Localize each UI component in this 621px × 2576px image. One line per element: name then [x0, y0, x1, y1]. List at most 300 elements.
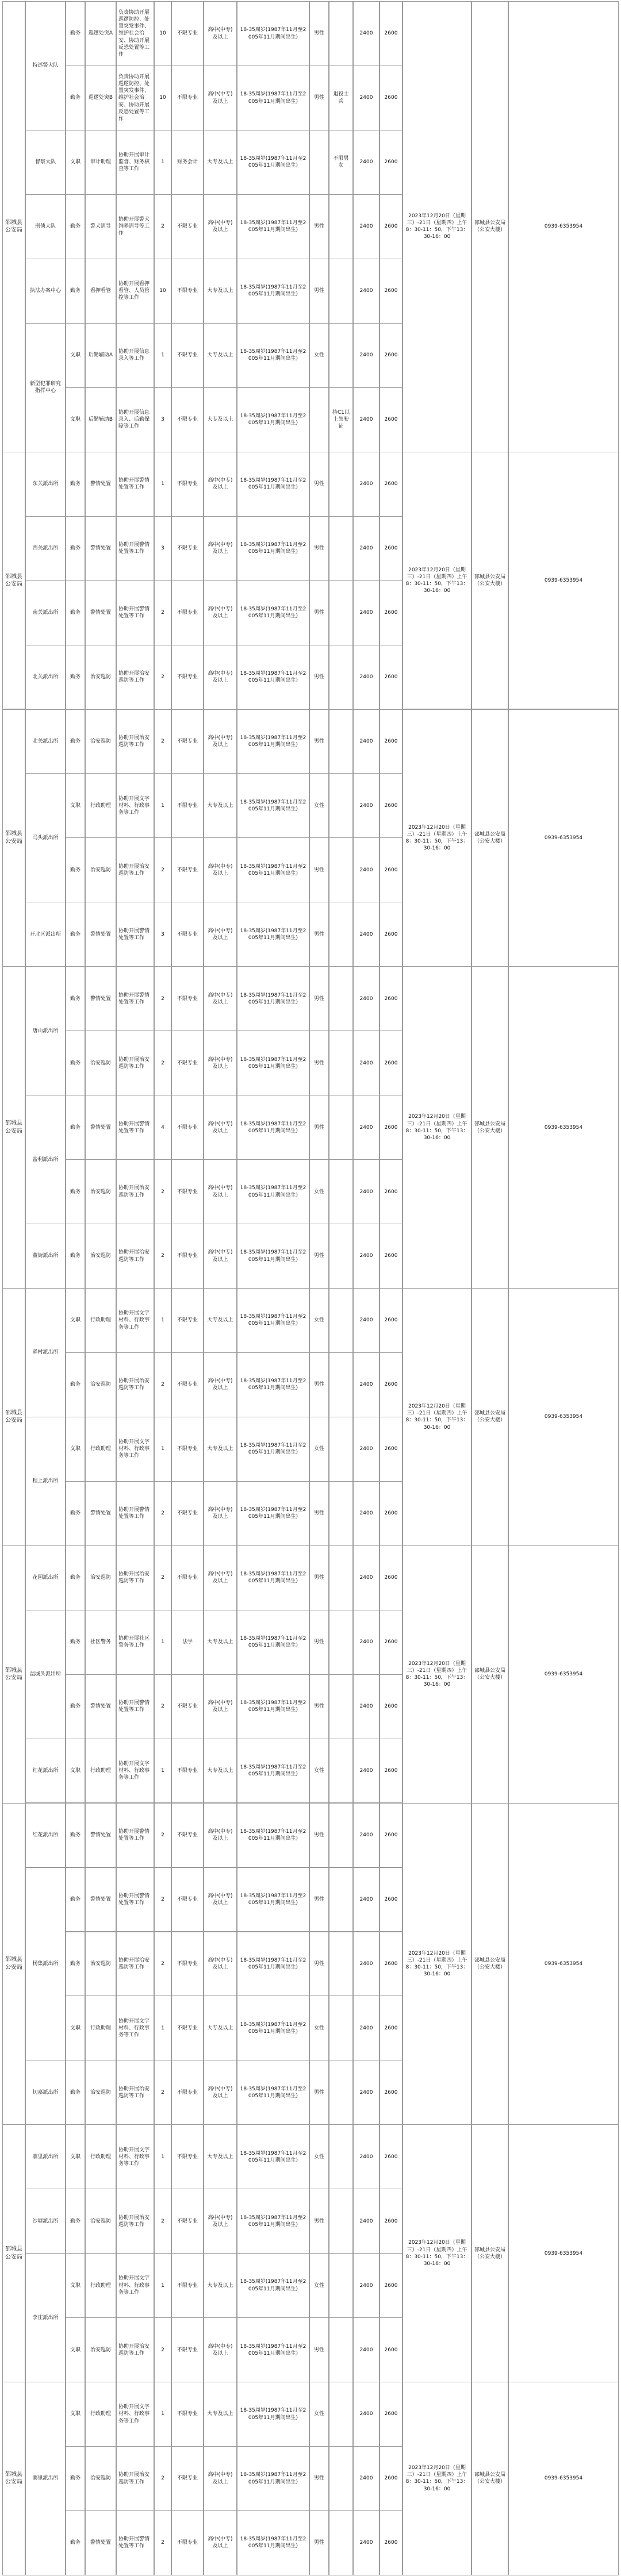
- duty-cell: 协助开展警情处置等工作: [116, 516, 154, 581]
- salary-cell: 2600: [379, 2253, 402, 2318]
- job-type-cell: 勤务: [66, 1481, 85, 1546]
- other-requirement-cell: [329, 1996, 353, 2060]
- education-cell: 高中(中专)及以上: [204, 2446, 237, 2511]
- unit-name-cell: 唐山派出所: [25, 966, 66, 1095]
- job-type-cell: 文职: [66, 2382, 85, 2447]
- post-name-cell: 治安巡防: [85, 2446, 116, 2511]
- education-cell: 大专及以上: [204, 1288, 237, 1353]
- other-requirement-cell: [329, 2253, 353, 2318]
- duty-cell: 协助开展警情处置等工作: [116, 1481, 154, 1546]
- headcount-cell: 3: [154, 516, 171, 581]
- duty-cell: 协助开展治安巡防等工作: [116, 2060, 154, 2125]
- headcount-cell: 1: [154, 1288, 171, 1353]
- salary-cell: 2400: [353, 837, 379, 902]
- job-type-cell: 勤务: [66, 1867, 85, 1932]
- registration-address-cell: 邵城县公安局（公安大楼）: [471, 452, 508, 710]
- salary-cell: 2600: [379, 2189, 402, 2254]
- major-cell: 不限专业: [171, 1095, 204, 1160]
- age-requirement-cell: 18-35周岁(1987年11月至2005年11月期间出生): [237, 645, 309, 710]
- age-requirement-cell: 18-35周岁(1987年11月至2005年11月期间出生): [237, 773, 309, 838]
- salary-cell: 2400: [353, 2510, 379, 2575]
- salary-cell: 2400: [353, 452, 379, 517]
- unit-name-cell: 马头派出所: [25, 773, 66, 902]
- major-cell: 不限专业: [171, 1352, 204, 1417]
- salary-cell: 2600: [379, 1417, 402, 1482]
- other-requirement-cell: [329, 1481, 353, 1546]
- post-name-cell: 治安巡防: [85, 2317, 116, 2382]
- headcount-cell: 2: [154, 1481, 171, 1546]
- post-name-cell: 治安巡防: [85, 645, 116, 710]
- duty-cell: 协助开展治安巡防等工作: [116, 1932, 154, 1997]
- job-type-cell: 勤务: [66, 966, 85, 1031]
- education-cell: 高中(中专)及以上: [204, 902, 237, 967]
- duty-cell: 协助开展文字材料、行政事务等工作: [116, 2382, 154, 2447]
- gender-cell: 男性: [309, 1932, 329, 1997]
- duty-cell: 协助开展社区警务等工作: [116, 1610, 154, 1675]
- other-requirement-cell: [329, 1932, 353, 1997]
- headcount-cell: 1: [154, 130, 171, 195]
- duty-cell: 协助开展审计监督、财务核查等工作: [116, 130, 154, 195]
- major-cell: 不限专业: [171, 837, 204, 902]
- post-name-cell: 警情处置: [85, 580, 116, 645]
- major-cell: 不限专业: [171, 2189, 204, 2254]
- job-type-cell: 勤务: [66, 2060, 85, 2125]
- gender-cell: 男性: [309, 837, 329, 902]
- salary-cell: 2400: [353, 1352, 379, 1417]
- education-cell: 高中(中专)及以上: [204, 1932, 237, 1997]
- other-requirement-cell: 持C1以上驾驶证: [329, 387, 353, 452]
- headcount-cell: 2: [154, 1867, 171, 1932]
- other-requirement-cell: [329, 580, 353, 645]
- duty-cell: 协助开展文字材料、行政事务等工作: [116, 1417, 154, 1482]
- duty-cell: 协助开展治安巡防等工作: [116, 2189, 154, 2254]
- age-requirement-cell: 18-35周岁(1987年11月至2005年11月期间出生): [237, 130, 309, 195]
- education-cell: 高中(中专)及以上: [204, 1545, 237, 1610]
- county-bureau-cell: 邵城县公安局: [2, 2382, 25, 2575]
- salary-cell: 2400: [353, 1803, 379, 1868]
- headcount-cell: 1: [154, 2124, 171, 2189]
- major-cell: 不限专业: [171, 2317, 204, 2382]
- job-type-cell: 勤务: [66, 452, 85, 517]
- job-type-cell: 勤务: [66, 66, 85, 130]
- gender-cell: 男性: [309, 2446, 329, 2511]
- salary-cell: 2600: [379, 1352, 402, 1417]
- post-name-cell: 警情处置: [85, 1095, 116, 1160]
- job-type-cell: 文职: [66, 323, 85, 388]
- major-cell: 不限专业: [171, 773, 204, 838]
- post-name-cell: 治安巡防: [85, 709, 116, 774]
- gender-cell: 男性: [309, 259, 329, 324]
- gender-cell: [309, 387, 329, 452]
- education-cell: 高中(中专)及以上: [204, 2510, 237, 2575]
- duty-cell: 协助开展警情处置等工作: [116, 966, 154, 1031]
- salary-cell: 2600: [379, 323, 402, 388]
- unit-name-cell: 驿村派出所: [25, 1288, 66, 1417]
- county-bureau-cell: 邵城县公安局: [2, 2124, 25, 2382]
- post-name-cell: 看押看管: [85, 259, 116, 324]
- education-cell: 高中(中专)及以上: [204, 194, 237, 259]
- major-cell: 不限专业: [171, 1224, 204, 1289]
- post-name-cell: 警情处置: [85, 1803, 116, 1868]
- salary-cell: 2600: [379, 580, 402, 645]
- registration-date-cell: 2023年12月20日（星期三）-21日（星期四）上午8：30-11：50，下午13：30-16：00: [402, 2382, 471, 2575]
- age-requirement-cell: 18-35周岁(1987年11月至2005年11月期间出生): [237, 2382, 309, 2447]
- salary-cell: 2400: [353, 966, 379, 1031]
- other-requirement-cell: [329, 259, 353, 324]
- gender-cell: 男性: [309, 966, 329, 1031]
- headcount-cell: 2: [154, 1031, 171, 1095]
- gender-cell: 男性: [309, 580, 329, 645]
- duty-cell: 协助开展文字材料、行政事务等工作: [116, 2253, 154, 2318]
- other-requirement-cell: [329, 902, 353, 967]
- headcount-cell: 1: [154, 1417, 171, 1482]
- job-type-cell: 勤务: [66, 837, 85, 902]
- post-name-cell: 治安巡防: [85, 837, 116, 902]
- other-requirement-cell: [329, 966, 353, 1031]
- duty-cell: 负责协助开展巡逻防控、处置突发事件、维护社会治安、协助开展反恐处置等工作: [116, 1, 154, 66]
- registration-date-cell: 2023年12月20日（星期三）-21日（星期四）上午8：30-11：50，下午13：30-16：00: [402, 1288, 471, 1546]
- education-cell: 大专及以上: [204, 1739, 237, 1804]
- salary-cell: 2600: [379, 1031, 402, 1095]
- duty-cell: 协助开展治安巡防等工作: [116, 1031, 154, 1095]
- age-requirement-cell: 18-35周岁(1987年11月至2005年11月期间出生): [237, 259, 309, 324]
- other-requirement-cell: [329, 1288, 353, 1353]
- headcount-cell: 4: [154, 1095, 171, 1160]
- age-requirement-cell: 18-35周岁(1987年11月至2005年11月期间出生): [237, 966, 309, 1031]
- post-name-cell: 警情处置: [85, 2510, 116, 2575]
- contact-phone-cell: 0939-6353954: [508, 1545, 619, 1804]
- salary-cell: 2600: [379, 1996, 402, 2060]
- headcount-cell: 1: [154, 1739, 171, 1804]
- education-cell: 高中(中专)及以上: [204, 1224, 237, 1289]
- other-requirement-cell: [329, 645, 353, 710]
- salary-cell: 2400: [353, 259, 379, 324]
- age-requirement-cell: 18-35周岁(1987年11月至2005年11月期间出生): [237, 2446, 309, 2511]
- other-requirement-cell: [329, 1867, 353, 1932]
- job-type-cell: 勤务: [66, 1224, 85, 1289]
- salary-cell: 2400: [353, 1159, 379, 1224]
- gender-cell: 男性: [309, 516, 329, 581]
- age-requirement-cell: 18-35周岁(1987年11月至2005年11月期间出生): [237, 2060, 309, 2125]
- age-requirement-cell: 18-35周岁(1987年11月至2005年11月期间出生): [237, 1352, 309, 1417]
- major-cell: 不限专业: [171, 1031, 204, 1095]
- age-requirement-cell: 18-35周岁(1987年11月至2005年11月期间出生): [237, 516, 309, 581]
- major-cell: 不限专业: [171, 2060, 204, 2125]
- other-requirement-cell: [329, 2382, 353, 2447]
- major-cell: 不限专业: [171, 645, 204, 710]
- registration-address-cell: 邵城县公安局（公安大楼）: [471, 1803, 508, 2125]
- salary-cell: 2600: [379, 1, 402, 66]
- major-cell: 不限专业: [171, 1739, 204, 1804]
- education-cell: 大专及以上: [204, 130, 237, 195]
- gender-cell: 男性: [309, 1224, 329, 1289]
- post-name-cell: 警情处置: [85, 1674, 116, 1739]
- post-name-cell: 警情处置: [85, 516, 116, 581]
- major-cell: 不限专业: [171, 2510, 204, 2575]
- job-type-cell: 文职: [66, 1996, 85, 2060]
- headcount-cell: 10: [154, 259, 171, 324]
- major-cell: 不限专业: [171, 1996, 204, 2060]
- education-cell: 高中(中专)及以上: [204, 1803, 237, 1868]
- major-cell: 不限专业: [171, 323, 204, 388]
- salary-cell: 2400: [353, 130, 379, 195]
- salary-cell: 2400: [353, 1996, 379, 2060]
- contact-phone-cell: 0939-6353954: [508, 709, 619, 967]
- salary-cell: 2600: [379, 773, 402, 838]
- major-cell: 不限专业: [171, 194, 204, 259]
- other-requirement-cell: [329, 1352, 353, 1417]
- salary-cell: 2600: [379, 516, 402, 581]
- headcount-cell: 2: [154, 1224, 171, 1289]
- job-type-cell: 文职: [66, 2124, 85, 2189]
- other-requirement-cell: [329, 2446, 353, 2511]
- education-cell: 大专及以上: [204, 387, 237, 452]
- education-cell: 大专及以上: [204, 2124, 237, 2189]
- other-requirement-cell: [329, 2189, 353, 2254]
- salary-cell: 2600: [379, 1481, 402, 1546]
- education-cell: 高中(中专)及以上: [204, 709, 237, 774]
- duty-cell: 协助开展警犬饲养训导等工作: [116, 194, 154, 259]
- registration-address-cell: 邵城县公安局（公安大楼）: [471, 1, 508, 452]
- unit-name-cell: 盐利派出所: [25, 1095, 66, 1224]
- post-name-cell: 行政助理: [85, 1739, 116, 1804]
- education-cell: 大专及以上: [204, 773, 237, 838]
- headcount-cell: 2: [154, 709, 171, 774]
- duty-cell: 协助开展治安巡防等工作: [116, 1159, 154, 1224]
- gender-cell: 男性: [309, 1031, 329, 1095]
- job-type-cell: 文职: [66, 2253, 85, 2318]
- gender-cell: 男性: [309, 194, 329, 259]
- job-type-cell: 勤务: [66, 194, 85, 259]
- salary-cell: 2600: [379, 2382, 402, 2447]
- age-requirement-cell: 18-35周岁(1987年11月至2005年11月期间出生): [237, 837, 309, 902]
- job-type-cell: 勤务: [66, 1095, 85, 1160]
- duty-cell: 协助开展文字材料、行政事务等工作: [116, 773, 154, 838]
- unit-name-cell: 西关派出所: [25, 516, 66, 581]
- salary-cell: 2400: [353, 1867, 379, 1932]
- salary-cell: 2600: [379, 966, 402, 1031]
- gender-cell: 女性: [309, 1288, 329, 1353]
- registration-address-cell: 邵城县公安局（公安大楼）: [471, 2124, 508, 2382]
- post-name-cell: 警犬训导: [85, 194, 116, 259]
- major-cell: 不限专业: [171, 2253, 204, 2318]
- age-requirement-cell: 18-35周岁(1987年11月至2005年11月期间出生): [237, 1867, 309, 1932]
- duty-cell: 协助开展治安巡防等工作: [116, 2446, 154, 2511]
- gender-cell: 女性: [309, 2382, 329, 2447]
- post-name-cell: 治安巡防: [85, 2060, 116, 2125]
- county-bureau-cell: 邵城县公安局: [2, 452, 25, 710]
- job-type-cell: 文职: [66, 773, 85, 838]
- age-requirement-cell: 18-35周岁(1987年11月至2005年11月期间出生): [237, 66, 309, 130]
- duty-cell: 协助开展文字材料、行政事务等工作: [116, 1739, 154, 1804]
- duty-cell: 协助开展警情处置等工作: [116, 452, 154, 517]
- age-requirement-cell: 18-35周岁(1987年11月至2005年11月期间出生): [237, 1, 309, 66]
- major-cell: 法学: [171, 1610, 204, 1675]
- headcount-cell: 1: [154, 323, 171, 388]
- other-requirement-cell: [329, 837, 353, 902]
- other-requirement-cell: [329, 1031, 353, 1095]
- education-cell: 高中(中专)及以上: [204, 837, 237, 902]
- gender-cell: 男性: [309, 645, 329, 710]
- salary-cell: 2600: [379, 902, 402, 967]
- post-name-cell: 行政助理: [85, 1996, 116, 2060]
- salary-cell: 2600: [379, 1803, 402, 1868]
- major-cell: 不限专业: [171, 2382, 204, 2447]
- registration-date-cell: 2023年12月20日（星期三）-21日（星期四）上午8：30-11：50，下午13：30-16：00: [402, 966, 471, 1289]
- county-bureau-cell: 邵城县公安局: [2, 966, 25, 1289]
- education-cell: 高中(中专)及以上: [204, 1352, 237, 1417]
- salary-cell: 2400: [353, 1031, 379, 1095]
- other-requirement-cell: [329, 1417, 353, 1482]
- headcount-cell: 2: [154, 2510, 171, 2575]
- unit-name-cell: 温城头派出所: [25, 1610, 66, 1739]
- duty-cell: 协助开展治安巡防等工作: [116, 709, 154, 774]
- salary-cell: 2600: [379, 837, 402, 902]
- post-name-cell: 社区警务: [85, 1610, 116, 1675]
- post-name-cell: 警情处置: [85, 1481, 116, 1546]
- duty-cell: 协助开展治安巡防等工作: [116, 2317, 154, 2382]
- post-name-cell: 警情处置: [85, 452, 116, 517]
- headcount-cell: 10: [154, 66, 171, 130]
- education-cell: 高中(中专)及以上: [204, 2060, 237, 2125]
- headcount-cell: 2: [154, 1159, 171, 1224]
- post-name-cell: 治安巡防: [85, 1224, 116, 1289]
- age-requirement-cell: 18-35周岁(1987年11月至2005年11月期间出生): [237, 2253, 309, 2318]
- contact-phone-cell: 0939-6353954: [508, 1, 619, 452]
- contact-phone-cell: 0939-6353954: [508, 1803, 619, 2125]
- registration-date-cell: 2023年12月20日（星期三）-21日（星期四）上午8：30-11：50，下午13：30-16：00: [402, 2124, 471, 2382]
- duty-cell: 协助开展文字材料、行政事务等工作: [116, 1288, 154, 1353]
- registration-date-cell: 2023年12月20日（星期三）-21日（星期四）上午8：30-11：50，下午13：30-16：00: [402, 1, 471, 452]
- salary-cell: 2400: [353, 1, 379, 66]
- age-requirement-cell: 18-35周岁(1987年11月至2005年11月期间出生): [237, 1545, 309, 1610]
- salary-cell: 2600: [379, 194, 402, 259]
- unit-name-cell: 杨集派出所: [25, 1867, 66, 2061]
- contact-phone-cell: 0939-6353954: [508, 452, 619, 710]
- salary-cell: 2400: [353, 194, 379, 259]
- education-cell: 高中(中专)及以上: [204, 1031, 237, 1095]
- unit-name-cell: 沙塘派出所: [25, 2189, 66, 2254]
- salary-cell: 2400: [353, 645, 379, 710]
- duty-cell: 协助开展看押看管、人员管控等工作: [116, 259, 154, 324]
- post-name-cell: 巡逻处突B: [85, 66, 116, 130]
- headcount-cell: 3: [154, 902, 171, 967]
- post-name-cell: 治安巡防: [85, 1159, 116, 1224]
- major-cell: 不限专业: [171, 966, 204, 1031]
- salary-cell: 2400: [353, 1739, 379, 1804]
- registration-address-cell: 邵城县公安局（公安大楼）: [471, 1545, 508, 1804]
- gender-cell: 男性: [309, 1610, 329, 1675]
- unit-name-cell: 程上派出所: [25, 1417, 66, 1546]
- age-requirement-cell: 18-35周岁(1987年11月至2005年11月期间出生): [237, 387, 309, 452]
- registration-address-cell: 邵城县公安局（公安大楼）: [471, 2382, 508, 2575]
- age-requirement-cell: 18-35周岁(1987年11月至2005年11月期间出生): [237, 580, 309, 645]
- gender-cell: 女性: [309, 2253, 329, 2318]
- headcount-cell: 2: [154, 194, 171, 259]
- other-requirement-cell: [329, 2060, 353, 2125]
- post-name-cell: 行政助理: [85, 2382, 116, 2447]
- gender-cell: 男性: [309, 66, 329, 130]
- age-requirement-cell: 18-35周岁(1987年11月至2005年11月期间出生): [237, 1095, 309, 1160]
- age-requirement-cell: 18-35周岁(1987年11月至2005年11月期间出生): [237, 902, 309, 967]
- headcount-cell: 1: [154, 2382, 171, 2447]
- contact-phone-cell: 0939-6353954: [508, 1288, 619, 1546]
- headcount-cell: 3: [154, 387, 171, 452]
- duty-cell: 协助开展治安巡防等工作: [116, 1545, 154, 1610]
- headcount-cell: 1: [154, 452, 171, 517]
- unit-name-cell: 红花派出所: [25, 1739, 66, 1804]
- salary-cell: 2400: [353, 580, 379, 645]
- unit-name-cell: 南关派出所: [25, 580, 66, 645]
- age-requirement-cell: 18-35周岁(1987年11月至2005年11月期间出生): [237, 2510, 309, 2575]
- duty-cell: 协助开展治安巡防等工作: [116, 837, 154, 902]
- other-requirement-cell: [329, 194, 353, 259]
- job-type-cell: 勤务: [66, 1803, 85, 1868]
- duty-cell: 协助开展信息录入等工作: [116, 323, 154, 388]
- job-type-cell: 勤务: [66, 709, 85, 774]
- salary-cell: 2400: [353, 2189, 379, 2254]
- salary-cell: 2600: [379, 452, 402, 517]
- unit-name-cell: 刑侦大队: [25, 194, 66, 259]
- headcount-cell: 2: [154, 2189, 171, 2254]
- gender-cell: 男性: [309, 1352, 329, 1417]
- salary-cell: 2400: [353, 66, 379, 130]
- headcount-cell: 2: [154, 2060, 171, 2125]
- salary-cell: 2600: [379, 387, 402, 452]
- education-cell: 高中(中专)及以上: [204, 1674, 237, 1739]
- salary-cell: 2600: [379, 1867, 402, 1932]
- age-requirement-cell: 18-35周岁(1987年11月至2005年11月期间出生): [237, 1739, 309, 1804]
- headcount-cell: 2: [154, 1545, 171, 1610]
- salary-cell: 2600: [379, 1610, 402, 1675]
- education-cell: 大专及以上: [204, 1996, 237, 2060]
- gender-cell: 女性: [309, 1417, 329, 1482]
- major-cell: 不限专业: [171, 516, 204, 581]
- registration-address-cell: 邵城县公安局（公安大楼）: [471, 1288, 508, 1546]
- headcount-cell: 1: [154, 2253, 171, 2318]
- age-requirement-cell: 18-35周岁(1987年11月至2005年11月期间出生): [237, 1224, 309, 1289]
- post-name-cell: 行政助理: [85, 773, 116, 838]
- unit-name-cell: 督察大队: [25, 130, 66, 195]
- salary-cell: 2400: [353, 2253, 379, 2318]
- job-type-cell: 勤务: [66, 516, 85, 581]
- salary-cell: 2600: [379, 66, 402, 130]
- other-requirement-cell: [329, 1159, 353, 1224]
- major-cell: 不限专业: [171, 387, 204, 452]
- major-cell: 不限专业: [171, 2124, 204, 2189]
- major-cell: 不限专业: [171, 1288, 204, 1353]
- job-type-cell: 勤务: [66, 2189, 85, 2254]
- salary-cell: 2400: [353, 902, 379, 967]
- major-cell: 不限专业: [171, 709, 204, 774]
- unit-name-cell: 东关派出所: [25, 452, 66, 517]
- age-requirement-cell: 18-35周岁(1987年11月至2005年11月期间出生): [237, 1610, 309, 1675]
- education-cell: 高中(中专)及以上: [204, 1159, 237, 1224]
- unit-name-cell: 寨里派出所: [25, 2382, 66, 2575]
- salary-cell: 2400: [353, 516, 379, 581]
- other-requirement-cell: [329, 773, 353, 838]
- post-name-cell: 治安巡防: [85, 1352, 116, 1417]
- job-type-cell: 文职: [66, 2317, 85, 2382]
- education-cell: 高中(中专)及以上: [204, 1095, 237, 1160]
- duty-cell: 协助开展文字材料、行政事务等工作: [116, 1996, 154, 2060]
- job-type-cell: 勤务: [66, 1674, 85, 1739]
- education-cell: 高中(中专)及以上: [204, 66, 237, 130]
- salary-cell: 2600: [379, 2124, 402, 2189]
- gender-cell: 男性: [309, 452, 329, 517]
- gender-cell: 男性: [309, 1867, 329, 1932]
- education-cell: 大专及以上: [204, 2253, 237, 2318]
